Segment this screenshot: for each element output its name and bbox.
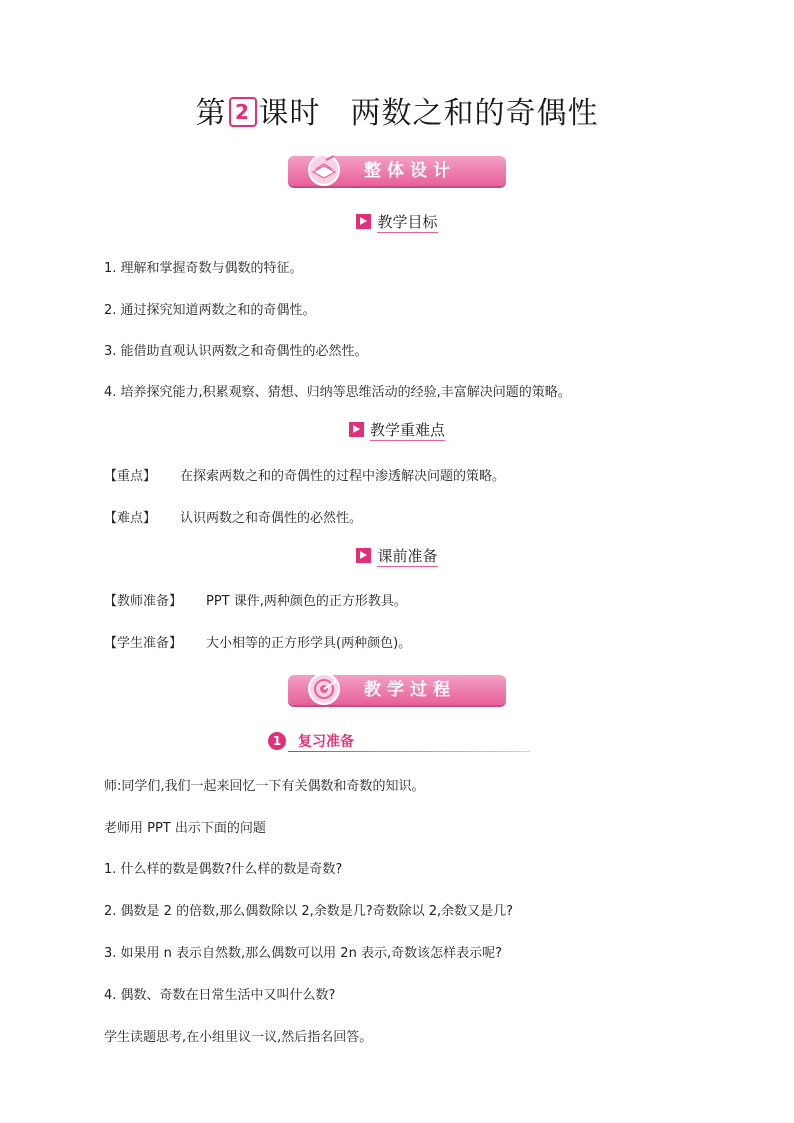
section-label: 课前准备 bbox=[377, 547, 438, 565]
teacher-prep-text: PPT 课件,两种颜色的正方形教具。 bbox=[206, 594, 407, 609]
teacher-prep bbox=[104, 590, 407, 609]
banner-teaching-process bbox=[288, 675, 506, 705]
difficult-point-tag: 【难点】 bbox=[104, 511, 157, 526]
key-point-tag: 【重点】 bbox=[104, 469, 157, 484]
book-icon bbox=[306, 150, 342, 186]
goal-item: 2. 通过探究知道两数之和的奇偶性。 bbox=[104, 303, 316, 318]
banner-label: 教学过程 bbox=[364, 680, 456, 700]
lesson-number-badge: 2 bbox=[229, 97, 257, 127]
title-prefix: 第 bbox=[195, 96, 227, 131]
student-prep-tag: 【学生准备】 bbox=[104, 636, 183, 651]
section-heading-goals bbox=[0, 211, 794, 232]
banner-overall-design bbox=[288, 156, 506, 186]
student-prep-text: 大小相等的正方形学具(两种颜色)。 bbox=[206, 636, 412, 651]
title-suffix: 课时 bbox=[258, 96, 321, 131]
page-title bbox=[0, 88, 794, 132]
section-heading-keypoints bbox=[0, 419, 794, 440]
goal-item: 1. 理解和掌握奇数与偶数的特征。 bbox=[104, 261, 303, 276]
review-line: 学生读题思考,在小组里议一议,然后指名回答。 bbox=[104, 1030, 373, 1045]
target-icon bbox=[306, 669, 342, 705]
flag-icon bbox=[356, 548, 371, 563]
divider bbox=[288, 751, 530, 752]
student-prep bbox=[104, 632, 411, 651]
flag-icon bbox=[356, 214, 371, 229]
review-line: 4. 偶数、奇数在日常生活中又叫什么数? bbox=[104, 988, 336, 1003]
goal-item: 3. 能借助直观认识两数之和奇偶性的必然性。 bbox=[104, 344, 368, 359]
key-point bbox=[104, 465, 505, 484]
teacher-prep-tag: 【教师准备】 bbox=[104, 594, 183, 609]
section-label: 教学目标 bbox=[377, 213, 438, 231]
section-heading-prep bbox=[0, 545, 794, 566]
review-line: 1. 什么样的数是偶数?什么样的数是奇数? bbox=[104, 862, 343, 877]
key-point-text: 在探索两数之和的奇偶性的过程中渗透解决问题的策略。 bbox=[180, 469, 506, 484]
number-badge: 1 bbox=[268, 732, 286, 750]
title-main: 两数之和的奇偶性 bbox=[350, 96, 599, 131]
subsection-label: 复习准备 bbox=[298, 734, 354, 750]
review-line: 2. 偶数是 2 的倍数,那么偶数除以 2,余数是几?奇数除以 2,余数又是几? bbox=[104, 904, 514, 919]
difficult-point bbox=[104, 507, 362, 526]
review-line: 3. 如果用 n 表示自然数,那么偶数可以用 2n 表示,奇数该怎样表示呢? bbox=[104, 946, 502, 961]
goal-item: 4. 培养探究能力,积累观察、猜想、归纳等思维活动的经验,丰富解决问题的策略。 bbox=[104, 385, 571, 400]
banner-label: 整体设计 bbox=[364, 161, 456, 181]
review-line: 师:同学们,我们一起来回忆一下有关偶数和奇数的知识。 bbox=[104, 779, 425, 794]
difficult-point-text: 认识两数之和奇偶性的必然性。 bbox=[180, 511, 363, 526]
review-line: 老师用 PPT 出示下面的问题 bbox=[104, 821, 266, 836]
subsection-heading-review bbox=[268, 730, 530, 752]
flag-icon bbox=[349, 422, 364, 437]
section-label: 教学重难点 bbox=[369, 421, 445, 439]
